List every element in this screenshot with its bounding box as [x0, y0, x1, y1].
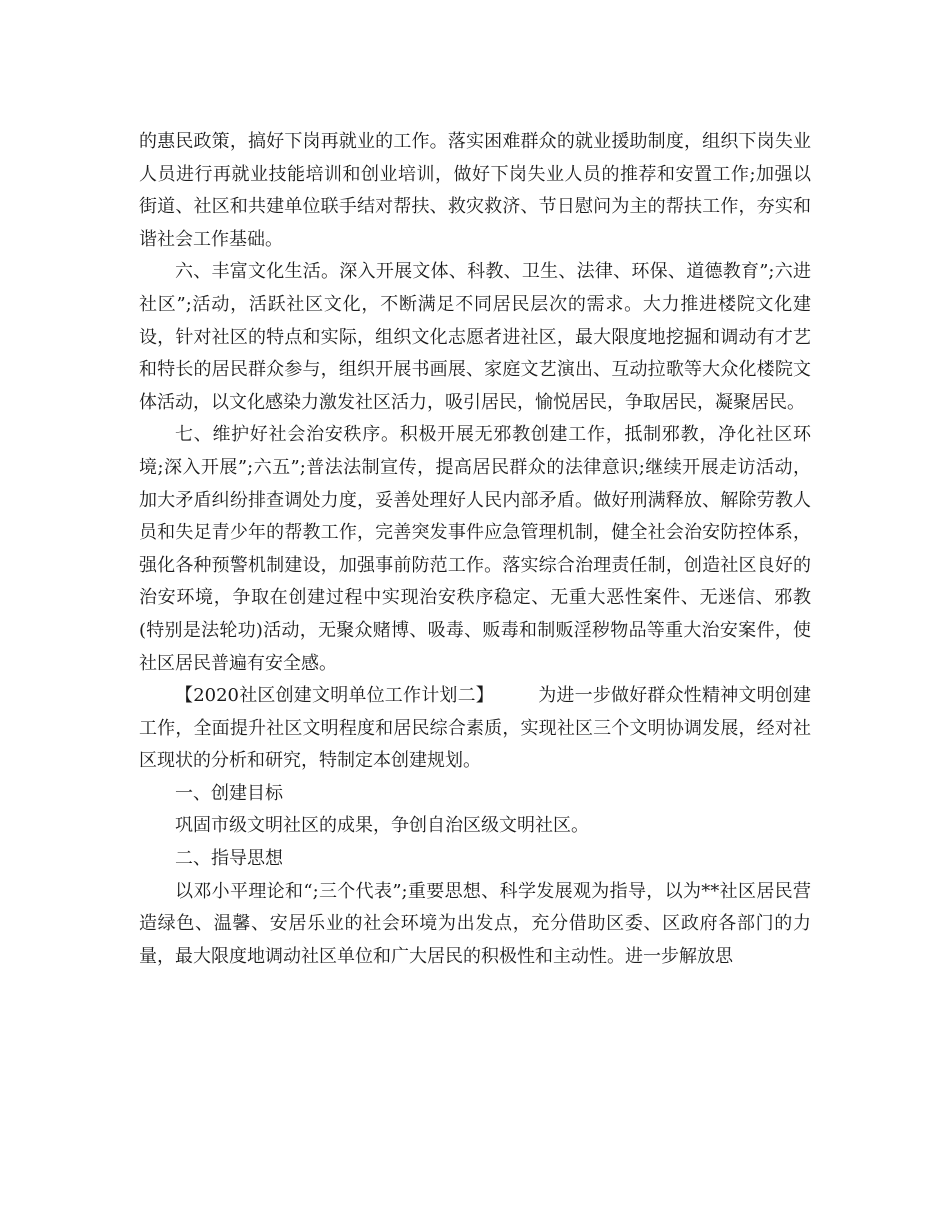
plan-heading: 【2020社区创建文明单位工作计划二】 [175, 685, 495, 707]
section-title-goals: 一、创建目标 [175, 782, 283, 804]
section-body-goals: 巩固市级文明社区的成果，争创自治区级文明社区。 [175, 815, 589, 837]
paragraph-plan-two [139, 680, 811, 778]
paragraph-culture-life: 六、丰富文化生活。深入开展文体、科教、卫生、法律、环保、道德教育”;六进社区”;活动，活跃社区文化，不断满足不同居民层次的需求。大力推进楼院文化建设，针对社区的特点和实际，组织文化志愿者进社区，最大限度地挖掘和调动有才艺和特长的居民群众参与，组织开展书画展、家庭文艺演出、互动拉歌等大众化楼院文体活动，以文化感染力激发社区活力，吸引居民，愉悦居民，争取居民，凝聚居民。 [139, 261, 811, 413]
paragraph-public-security: 七、维护好社会治安秩序。积极开展无邪教创建工作，抵制邪教，净化社区环境;深入开展”;六五”;普法法制宣传，提高居民群众的法律意识;继续开展走访活动，加大矛盾纠纷排查调处力度，妥善处理好人民内部矛盾。做好刑满释放、解除劳教人员和失足青少年的帮教工作，完善突发事件应急管理机制，健全社会治安防控体系，强化各种预警机制建设，加强事前防范工作。落实综合治理责任制，创造社区良好的治安环境，争取在创建过程中实现治安秩序稳定、无重大恶性案件、无迷信、邪教(特别是法轮功)活动，无聚众赌博、吸毒、贩毒和制贩淫秽物品等重大治安案件，使社区居民普遍有安全感。 [139, 424, 811, 674]
section-body-guiding-ideology: 以邓小平理论和“;三个代表”;重要思想、科学发展观为指导，以为**社区居民营造绿色、温馨、安居乐业的社会环境为出发点，充分借助区委、区政府各部门的力量，最大限度地调动社区单位和广大居民的积极性和主动性。进一步解放思 [139, 880, 811, 967]
document-body [139, 126, 811, 973]
plan-intro: 为进一步做好群众性精神文明创建工作，全面提升社区文明程度和居民综合素质，实现社区三个文明协调发展，经对社区现状的分析和研究，特制定本创建规划。 [139, 685, 812, 772]
section-title-guiding-ideology: 二、指导思想 [175, 848, 283, 870]
paragraph-welfare-employment: 的惠民政策，搞好下岗再就业的工作。落实困难群众的就业援助制度，组织下岗失业人员进行再就业技能培训和创业培训，做好下岗失业人员的推荐和安置工作;加强以街道、社区和共建单位联手结对帮扶、救灾救济、节日慰问为主的帮扶工作，夯实和谐社会工作基础。 [139, 131, 811, 250]
